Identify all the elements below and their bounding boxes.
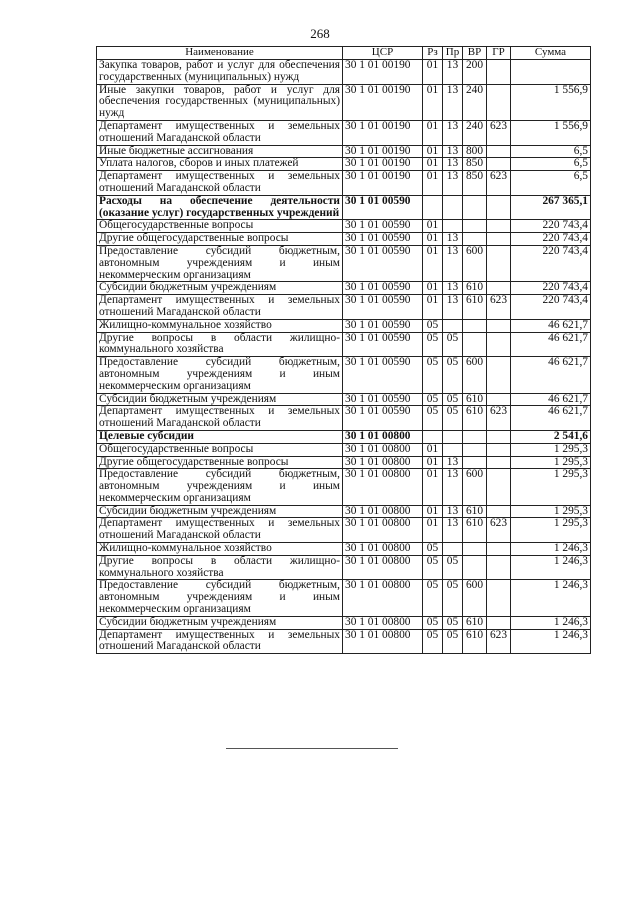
cell-name: Другие вопросы в области жилищно-коммунального хозяйства <box>97 555 343 580</box>
cell-vr: 240 <box>463 84 487 120</box>
cell-gr <box>487 469 511 505</box>
cell-vr: 600 <box>463 469 487 505</box>
cell-rz: 01 <box>423 120 443 145</box>
table-row <box>97 319 591 332</box>
cell-gr <box>487 220 511 233</box>
cell-vr <box>463 430 487 443</box>
table-row <box>97 406 591 431</box>
cell-name: Предоставление субсидий бюджетным, автономным учреждениям и иным некоммерческим организациям <box>97 469 343 505</box>
cell-vr <box>463 220 487 233</box>
cell-vr: 610 <box>463 295 487 320</box>
cell-csr: 30 1 01 00800 <box>343 469 423 505</box>
cell-gr: 623 <box>487 518 511 543</box>
cell-vr: 610 <box>463 505 487 518</box>
cell-pr: 13 <box>443 518 463 543</box>
table-row <box>97 295 591 320</box>
cell-rz: 05 <box>423 543 443 556</box>
cell-csr: 30 1 01 00800 <box>343 518 423 543</box>
cell-sum: 1 556,9 <box>511 84 591 120</box>
cell-name: Другие общегосударственные вопросы <box>97 233 343 246</box>
cell-rz: 01 <box>423 145 443 158</box>
cell-pr: 13 <box>443 295 463 320</box>
cell-name: Закупка товаров, работ и услуг для обеспечения государственных (муниципальных) нужд <box>97 60 343 85</box>
cell-name: Субсидии бюджетным учреждениям <box>97 282 343 295</box>
cell-csr: 30 1 01 00590 <box>343 295 423 320</box>
header-vr: ВР <box>463 47 487 60</box>
cell-csr: 30 1 01 00800 <box>343 430 423 443</box>
cell-gr <box>487 332 511 357</box>
cell-vr: 200 <box>463 60 487 85</box>
cell-name: Департамент имущественных и земельных отношений Магаданской области <box>97 295 343 320</box>
header-csr: ЦСР <box>343 47 423 60</box>
table-row <box>97 357 591 393</box>
table-header-row <box>97 47 591 60</box>
cell-csr: 30 1 01 00800 <box>343 580 423 616</box>
table-row <box>97 629 591 654</box>
cell-csr: 30 1 01 00190 <box>343 60 423 85</box>
cell-gr: 623 <box>487 120 511 145</box>
cell-gr <box>487 60 511 85</box>
cell-csr: 30 1 01 00800 <box>343 543 423 556</box>
table-row <box>97 456 591 469</box>
cell-pr: 05 <box>443 332 463 357</box>
cell-pr <box>443 195 463 220</box>
cell-pr <box>443 220 463 233</box>
page-number: 268 <box>310 26 330 41</box>
cell-sum: 46 621,7 <box>511 406 591 431</box>
cell-name: Предоставление субсидий бюджетным, автономным учреждениям и иным некоммерческим организациям <box>97 580 343 616</box>
cell-gr: 623 <box>487 295 511 320</box>
cell-sum: 1 295,3 <box>511 443 591 456</box>
cell-pr: 13 <box>443 84 463 120</box>
cell-pr: 05 <box>443 357 463 393</box>
table-row <box>97 171 591 196</box>
cell-sum: 267 365,1 <box>511 195 591 220</box>
cell-sum: 6,5 <box>511 171 591 196</box>
cell-gr <box>487 443 511 456</box>
cell-sum: 1 556,9 <box>511 120 591 145</box>
cell-sum: 220 743,4 <box>511 295 591 320</box>
cell-rz: 01 <box>423 84 443 120</box>
cell-vr: 610 <box>463 629 487 654</box>
cell-csr: 30 1 01 00800 <box>343 456 423 469</box>
cell-sum: 46 621,7 <box>511 357 591 393</box>
table-row <box>97 469 591 505</box>
cell-vr <box>463 332 487 357</box>
cell-vr: 800 <box>463 145 487 158</box>
cell-pr: 13 <box>443 120 463 145</box>
cell-sum: 1 246,3 <box>511 580 591 616</box>
cell-rz: 05 <box>423 616 443 629</box>
cell-sum: 1 295,3 <box>511 505 591 518</box>
cell-csr: 30 1 01 00590 <box>343 282 423 295</box>
cell-vr: 850 <box>463 158 487 171</box>
cell-name: Предоставление субсидий бюджетным, автономным учреждениям и иным некоммерческим организациям <box>97 245 343 281</box>
table-row <box>97 145 591 158</box>
cell-pr: 13 <box>443 245 463 281</box>
cell-rz: 05 <box>423 580 443 616</box>
table-row <box>97 580 591 616</box>
cell-sum: 1 246,3 <box>511 629 591 654</box>
cell-csr: 30 1 01 00590 <box>343 195 423 220</box>
cell-vr: 600 <box>463 580 487 616</box>
header-name: Наименование <box>97 47 343 60</box>
table-row <box>97 505 591 518</box>
table-row <box>97 543 591 556</box>
cell-name: Уплата налогов, сборов и иных платежей <box>97 158 343 171</box>
cell-sum: 1 246,3 <box>511 555 591 580</box>
cell-name: Общегосударственные вопросы <box>97 443 343 456</box>
cell-csr: 30 1 01 00590 <box>343 393 423 406</box>
cell-vr: 610 <box>463 518 487 543</box>
cell-vr: 610 <box>463 393 487 406</box>
cell-rz: 01 <box>423 245 443 281</box>
cell-name: Другие вопросы в области жилищно-коммунального хозяйства <box>97 332 343 357</box>
cell-name: Департамент имущественных и земельных отношений Магаданской области <box>97 518 343 543</box>
table-row <box>97 220 591 233</box>
cell-rz: 01 <box>423 220 443 233</box>
cell-gr <box>487 616 511 629</box>
cell-name: Жилищно-коммунальное хозяйство <box>97 543 343 556</box>
cell-pr: 13 <box>443 171 463 196</box>
cell-rz: 05 <box>423 406 443 431</box>
cell-rz: 05 <box>423 629 443 654</box>
cell-pr: 05 <box>443 406 463 431</box>
cell-pr <box>443 443 463 456</box>
cell-rz <box>423 430 443 443</box>
cell-rz: 01 <box>423 295 443 320</box>
header-rz: Рз <box>423 47 443 60</box>
cell-vr: 610 <box>463 616 487 629</box>
cell-gr <box>487 357 511 393</box>
cell-gr <box>487 456 511 469</box>
cell-sum: 6,5 <box>511 145 591 158</box>
cell-pr: 13 <box>443 233 463 246</box>
cell-csr: 30 1 01 00590 <box>343 245 423 281</box>
cell-rz: 05 <box>423 319 443 332</box>
cell-gr <box>487 282 511 295</box>
cell-pr: 05 <box>443 393 463 406</box>
cell-name: Другие общегосударственные вопросы <box>97 456 343 469</box>
cell-gr <box>487 393 511 406</box>
cell-sum: 220 743,4 <box>511 233 591 246</box>
cell-gr <box>487 319 511 332</box>
cell-name: Департамент имущественных и земельных отношений Магаданской области <box>97 120 343 145</box>
cell-pr: 13 <box>443 158 463 171</box>
cell-csr: 30 1 01 00800 <box>343 629 423 654</box>
cell-vr <box>463 319 487 332</box>
cell-sum: 1 246,3 <box>511 543 591 556</box>
cell-sum: 1 295,3 <box>511 518 591 543</box>
cell-csr: 30 1 01 00590 <box>343 332 423 357</box>
cell-pr: 13 <box>443 456 463 469</box>
cell-sum: 220 743,4 <box>511 282 591 295</box>
table-row <box>97 393 591 406</box>
cell-pr: 13 <box>443 145 463 158</box>
cell-vr: 600 <box>463 245 487 281</box>
table-row <box>97 443 591 456</box>
cell-rz: 01 <box>423 456 443 469</box>
cell-csr: 30 1 01 00590 <box>343 220 423 233</box>
cell-sum: 46 621,7 <box>511 332 591 357</box>
cell-sum: 1 295,3 <box>511 469 591 505</box>
cell-gr <box>487 158 511 171</box>
cell-gr: 623 <box>487 171 511 196</box>
cell-gr <box>487 145 511 158</box>
table-row <box>97 84 591 120</box>
cell-rz: 05 <box>423 393 443 406</box>
cell-name: Департамент имущественных и земельных отношений Магаданской области <box>97 629 343 654</box>
cell-vr: 600 <box>463 357 487 393</box>
cell-pr: 13 <box>443 505 463 518</box>
cell-rz: 05 <box>423 332 443 357</box>
header-pr: Пр <box>443 47 463 60</box>
cell-pr: 13 <box>443 469 463 505</box>
cell-name: Целевые субсидии <box>97 430 343 443</box>
cell-sum: 1 295,3 <box>511 456 591 469</box>
cell-gr <box>487 245 511 281</box>
cell-csr: 30 1 01 00800 <box>343 616 423 629</box>
cell-gr <box>487 555 511 580</box>
table-row <box>97 245 591 281</box>
cell-name: Расходы на обеспечение деятельности (оказание услуг) государственных учреждений <box>97 195 343 220</box>
cell-vr: 850 <box>463 171 487 196</box>
cell-gr: 623 <box>487 629 511 654</box>
cell-vr <box>463 195 487 220</box>
cell-vr: 610 <box>463 282 487 295</box>
cell-sum: 1 246,3 <box>511 616 591 629</box>
cell-gr <box>487 233 511 246</box>
header-sum: Сумма <box>511 47 591 60</box>
cell-rz: 01 <box>423 233 443 246</box>
cell-csr: 30 1 01 00190 <box>343 145 423 158</box>
cell-gr: 623 <box>487 406 511 431</box>
cell-csr: 30 1 01 00190 <box>343 84 423 120</box>
cell-vr <box>463 543 487 556</box>
cell-pr: 13 <box>443 282 463 295</box>
cell-name: Иные бюджетные ассигнования <box>97 145 343 158</box>
cell-rz: 01 <box>423 171 443 196</box>
cell-name: Департамент имущественных и земельных отношений Магаданской области <box>97 406 343 431</box>
cell-gr <box>487 195 511 220</box>
cell-rz: 01 <box>423 443 443 456</box>
cell-rz: 01 <box>423 518 443 543</box>
cell-rz: 01 <box>423 469 443 505</box>
budget-table <box>96 46 591 654</box>
cell-name: Субсидии бюджетным учреждениям <box>97 393 343 406</box>
cell-sum: 220 743,4 <box>511 220 591 233</box>
cell-name: Субсидии бюджетным учреждениям <box>97 505 343 518</box>
cell-csr: 30 1 01 00190 <box>343 120 423 145</box>
cell-csr: 30 1 01 00190 <box>343 171 423 196</box>
cell-vr <box>463 555 487 580</box>
table-row <box>97 518 591 543</box>
cell-pr: 05 <box>443 555 463 580</box>
cell-rz <box>423 195 443 220</box>
cell-sum: 2 541,6 <box>511 430 591 443</box>
cell-rz: 01 <box>423 505 443 518</box>
cell-csr: 30 1 01 00590 <box>343 233 423 246</box>
cell-pr: 05 <box>443 616 463 629</box>
table-row <box>97 233 591 246</box>
cell-vr <box>463 456 487 469</box>
cell-sum <box>511 60 591 85</box>
cell-csr: 30 1 01 00590 <box>343 406 423 431</box>
cell-gr <box>487 543 511 556</box>
cell-vr <box>463 233 487 246</box>
bottom-rule <box>226 748 398 749</box>
table-row <box>97 430 591 443</box>
cell-pr <box>443 319 463 332</box>
cell-sum: 46 621,7 <box>511 393 591 406</box>
header-gr: ГР <box>487 47 511 60</box>
cell-pr: 13 <box>443 60 463 85</box>
cell-gr <box>487 580 511 616</box>
cell-gr <box>487 84 511 120</box>
cell-gr <box>487 430 511 443</box>
cell-pr: 05 <box>443 580 463 616</box>
cell-rz: 05 <box>423 555 443 580</box>
cell-csr: 30 1 01 00800 <box>343 505 423 518</box>
cell-rz: 01 <box>423 282 443 295</box>
cell-name: Жилищно-коммунальное хозяйство <box>97 319 343 332</box>
cell-rz: 05 <box>423 357 443 393</box>
table-row <box>97 60 591 85</box>
cell-gr <box>487 505 511 518</box>
cell-vr <box>463 443 487 456</box>
cell-csr: 30 1 01 00190 <box>343 158 423 171</box>
cell-sum: 46 621,7 <box>511 319 591 332</box>
cell-name: Субсидии бюджетным учреждениям <box>97 616 343 629</box>
cell-pr <box>443 430 463 443</box>
cell-vr: 240 <box>463 120 487 145</box>
cell-name: Департамент имущественных и земельных отношений Магаданской области <box>97 171 343 196</box>
cell-vr: 610 <box>463 406 487 431</box>
cell-csr: 30 1 01 00590 <box>343 319 423 332</box>
cell-pr <box>443 543 463 556</box>
table-row <box>97 616 591 629</box>
cell-sum: 220 743,4 <box>511 245 591 281</box>
cell-pr: 05 <box>443 629 463 654</box>
cell-rz: 01 <box>423 60 443 85</box>
table-row <box>97 555 591 580</box>
cell-rz: 01 <box>423 158 443 171</box>
cell-csr: 30 1 01 00800 <box>343 443 423 456</box>
table-row <box>97 158 591 171</box>
cell-csr: 30 1 01 00800 <box>343 555 423 580</box>
cell-name: Иные закупки товаров, работ и услуг для обеспечения государственных (муниципальных) нужд <box>97 84 343 120</box>
table-row <box>97 282 591 295</box>
cell-csr: 30 1 01 00590 <box>343 357 423 393</box>
cell-sum: 6,5 <box>511 158 591 171</box>
table-row <box>97 195 591 220</box>
cell-name: Общегосударственные вопросы <box>97 220 343 233</box>
table-row <box>97 120 591 145</box>
cell-name: Предоставление субсидий бюджетным, автономным учреждениям и иным некоммерческим организациям <box>97 357 343 393</box>
table-row <box>97 332 591 357</box>
